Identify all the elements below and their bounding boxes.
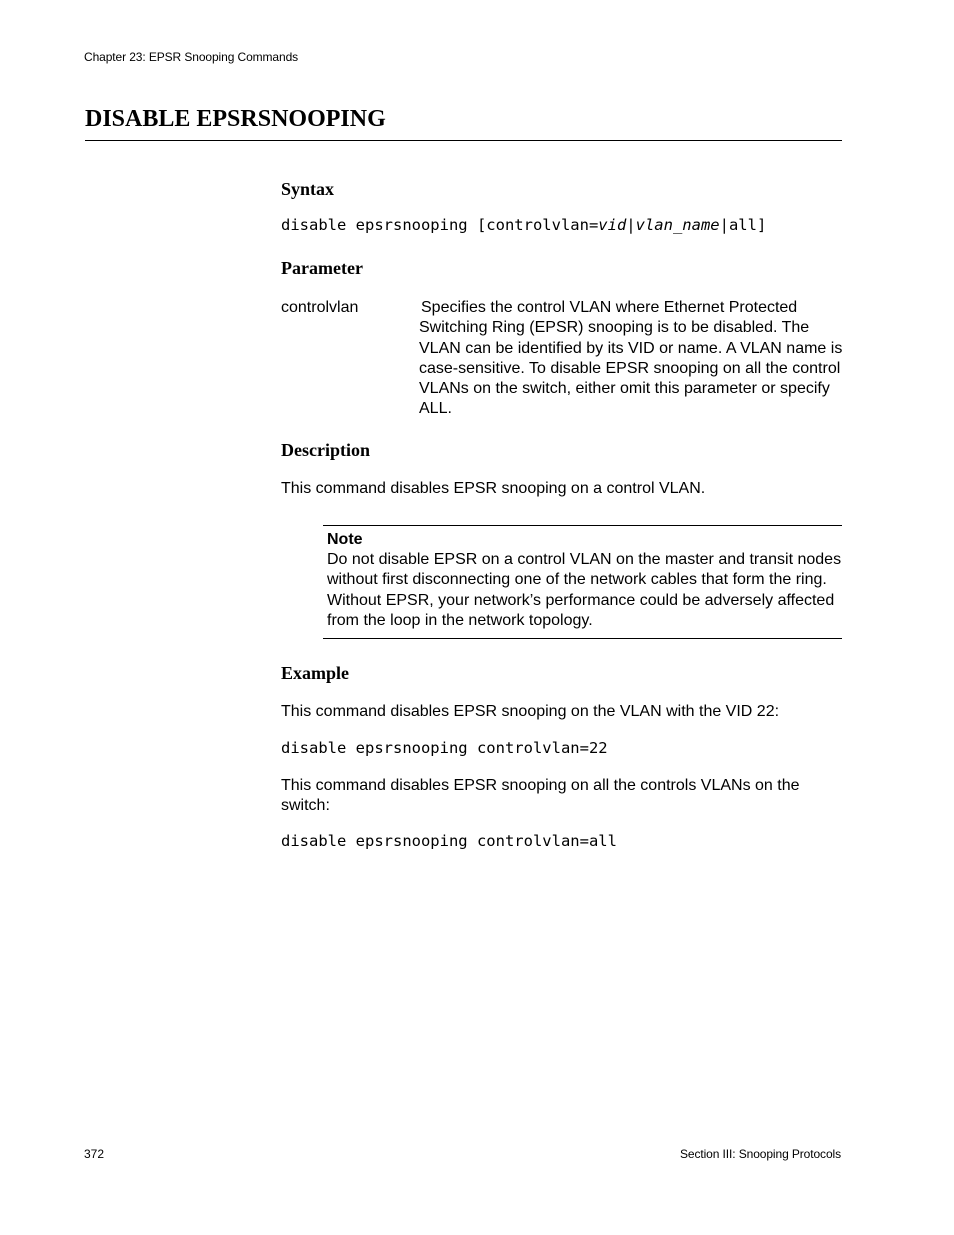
syntax-separator: |: [626, 216, 636, 234]
page-number: 372: [84, 1147, 105, 1161]
section-footer: Section III: Snooping Protocols: [680, 1147, 841, 1161]
syntax-prefix: disable epsrsnooping [controlvlan=: [281, 216, 599, 234]
syntax-arg-vlan-name: vlan_name: [635, 216, 720, 234]
page-title: DISABLE EPSRSNOOPING: [85, 106, 386, 132]
example-intro-2: This command disables EPSR snooping on all the controls VLANs on the switch:: [281, 777, 800, 815]
running-head: Chapter 23: EPSR Snooping Commands: [84, 50, 299, 64]
example-code-2: disable epsrsnooping controlvlan=all: [281, 832, 617, 850]
example-intro-1: This command disables EPSR snooping on the VLAN with the VID 22:: [281, 703, 780, 720]
note-label: Note: [327, 531, 363, 548]
syntax-code: [281, 216, 766, 234]
example-code-1: disable epsrsnooping controlvlan=22: [281, 739, 608, 757]
parameter-heading: Parameter: [281, 258, 363, 278]
description-text: This command disables EPSR snooping on a control VLAN.: [281, 480, 706, 497]
syntax-heading: Syntax: [281, 179, 335, 199]
note-box: [323, 525, 842, 639]
parameter-description: Specifies the control VLAN where Ethernet Protected Switching Ring (EPSR) snooping is to be disabled. The VLAN can be identified by its VID or name. A VLAN name is case-sensitive. To disable EPSR snooping on all the control VLANs on the switch, either omit this parameter or specify ALL.: [419, 299, 843, 418]
syntax-arg-vid: vid: [598, 216, 627, 234]
example-heading: Example: [281, 663, 350, 683]
title-rule: [85, 140, 842, 141]
parameter-name: controlvlan: [281, 299, 359, 316]
description-heading: Description: [281, 440, 370, 460]
syntax-suffix: |all]: [719, 216, 767, 234]
note-text: Do not disable EPSR on a control VLAN on the master and transit nodes without first disconnecting one of the network cables that form the ring. Without EPSR, your network’s performance could be adversely affected from the loop in the network topology.: [327, 551, 842, 629]
